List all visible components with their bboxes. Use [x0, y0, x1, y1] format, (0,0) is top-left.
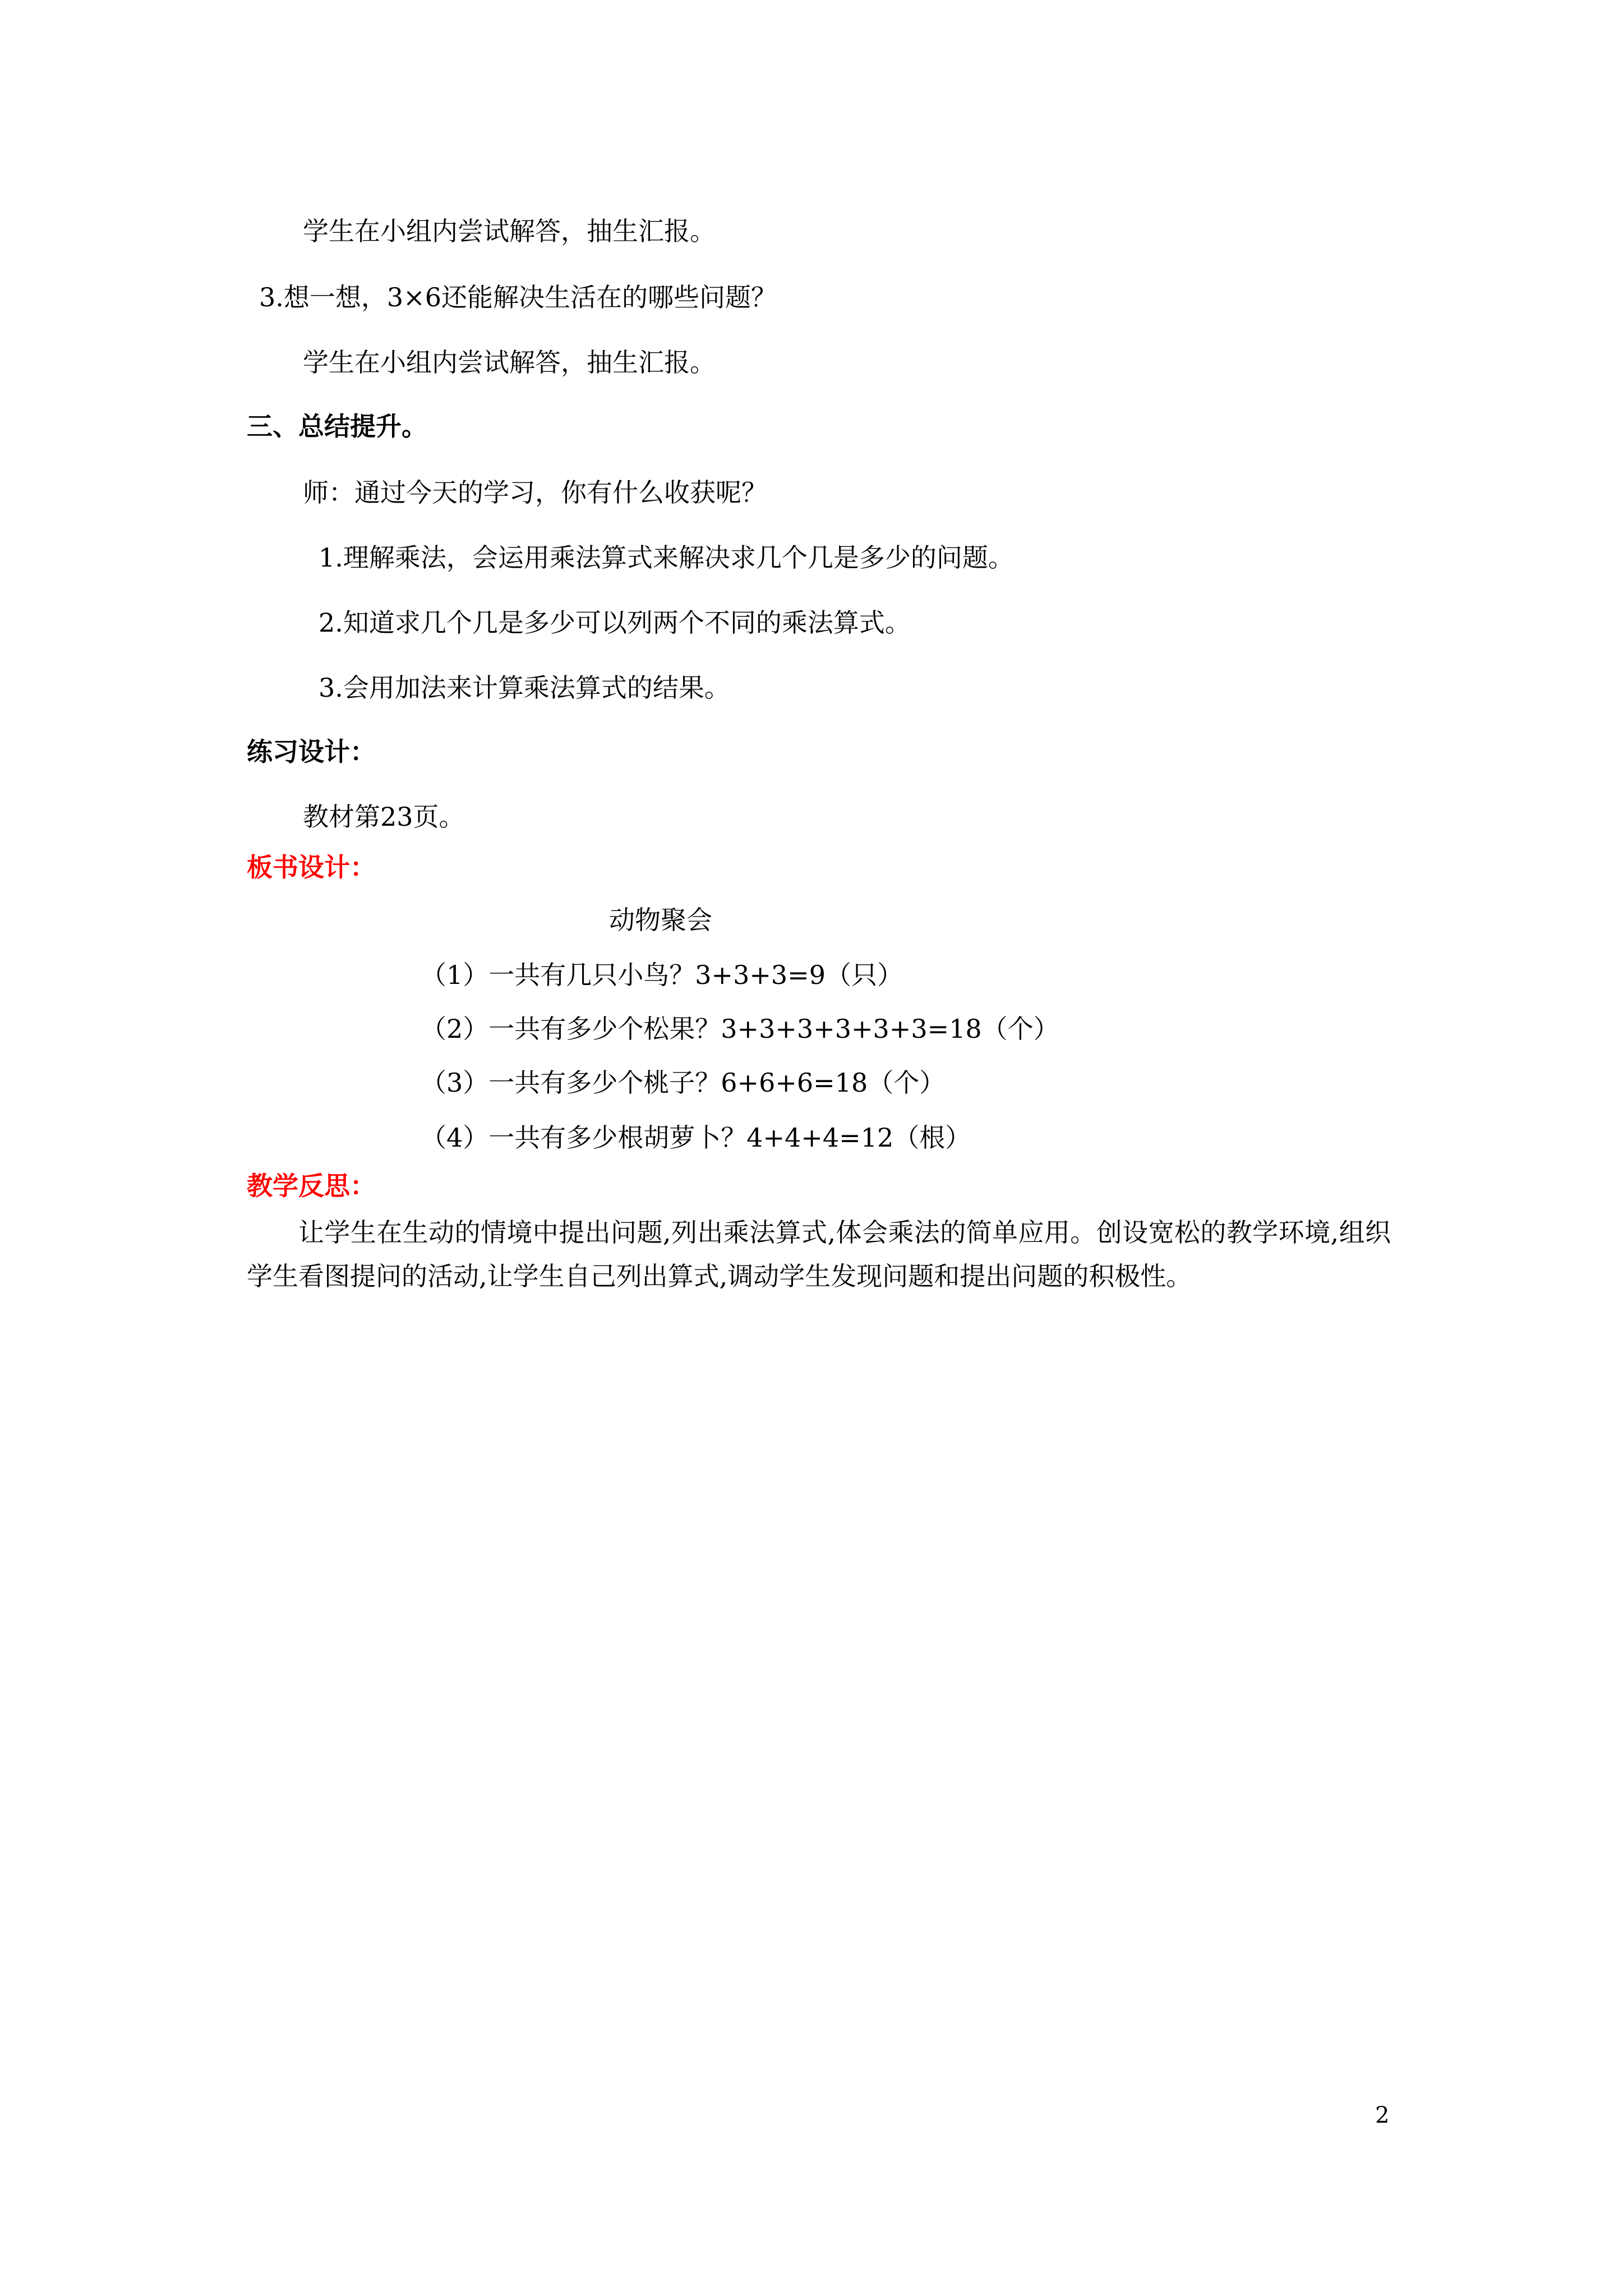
- summary-point-1: 1.理解乘法，会运用乘法算式来解决求几个几是多少的问题。: [319, 542, 1014, 573]
- board-heading: 板书设计：: [247, 852, 376, 882]
- board-item-1: （1）一共有几只小鸟？3+3+3=9（只）: [421, 960, 903, 990]
- board-item-2: （2）一共有多少个松果？3+3+3+3+3+3=18（个）: [421, 1014, 1059, 1044]
- report-line-1: 学生在小组内尝试解答，抽生汇报。: [303, 216, 716, 246]
- page-number: 2: [1375, 2102, 1390, 2128]
- reflection-text: 让学生在生动的情境中提出问题,列出乘法算式,体会乘法的简单应用。创设宽松的教学环境,组织学生看图提问的活动,让学生自己列出算式,调动学生发现问题和提出问题的积极性。: [247, 1217, 1391, 1291]
- report-line-2: 学生在小组内尝试解答，抽生汇报。: [303, 347, 716, 378]
- board-item-4: （4）一共有多少根胡萝卜？4+4+4=12（根）: [421, 1122, 971, 1153]
- practice-heading: 练习设计：: [247, 737, 376, 767]
- practice-content: 教材第23页。: [303, 802, 465, 832]
- summary-heading: 三、总结提升。: [247, 411, 427, 441]
- summary-point-2: 2.知道求几个几是多少可以列两个不同的乘法算式。: [319, 608, 911, 638]
- board-item-3: （3）一共有多少个桃子？6+6+6=18（个）: [421, 1068, 946, 1098]
- teacher-prompt: 师：通过今天的学习，你有什么收获呢？: [303, 477, 767, 508]
- question-3-line: 3.想一想，3×6还能解决生活在的哪些问题？: [259, 282, 777, 312]
- reflection-heading: 教学反思：: [247, 1171, 376, 1201]
- summary-point-3: 3.会用加法来计算乘法算式的结果。: [319, 673, 730, 703]
- board-title: 动物聚会: [609, 905, 712, 935]
